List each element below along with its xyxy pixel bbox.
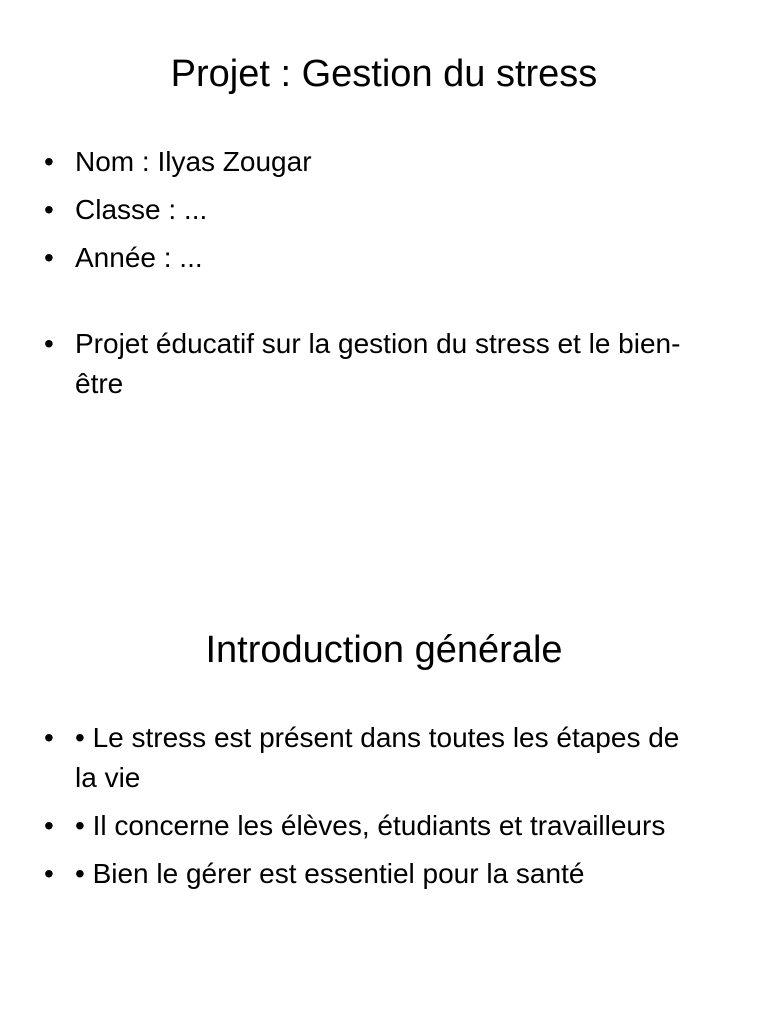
bullet-icon: • bbox=[44, 328, 54, 359]
bullet-icon: • bbox=[44, 722, 54, 753]
list-item bbox=[0, 718, 768, 798]
bullet-icon: • bbox=[44, 810, 54, 841]
list-item-description bbox=[0, 324, 768, 404]
bullet-list bbox=[0, 142, 768, 412]
bullet-text: • Bien le gérer est essentiel pour la santé bbox=[75, 858, 585, 889]
bullet-text: Classe : ... bbox=[75, 194, 208, 225]
bullet-icon: • bbox=[44, 242, 54, 273]
slide-title: Introduction générale bbox=[205, 629, 563, 671]
bullet-text: • Le stress est présent dans toutes les étapes de la vie bbox=[75, 722, 680, 793]
list-item-year bbox=[0, 238, 768, 278]
slide-title: Projet : Gestion du stress bbox=[170, 53, 598, 95]
bullet-text: Projet éducatif sur la gestion du stress et le bien-être bbox=[75, 328, 681, 399]
slide-2 bbox=[0, 512, 768, 1024]
list-item bbox=[0, 854, 768, 894]
list-item bbox=[0, 806, 768, 846]
bullet-text: Année : ... bbox=[75, 242, 203, 273]
bullet-icon: • bbox=[44, 194, 54, 225]
bullet-icon: • bbox=[44, 858, 54, 889]
bullet-text: Nom : Ilyas Zougar bbox=[75, 146, 312, 177]
list-item-name bbox=[0, 142, 768, 182]
bullet-text: • Il concerne les élèves, étudiants et travailleurs bbox=[75, 810, 666, 841]
list-item-class bbox=[0, 190, 768, 230]
bullet-list bbox=[0, 718, 768, 902]
bullet-icon: • bbox=[44, 146, 54, 177]
